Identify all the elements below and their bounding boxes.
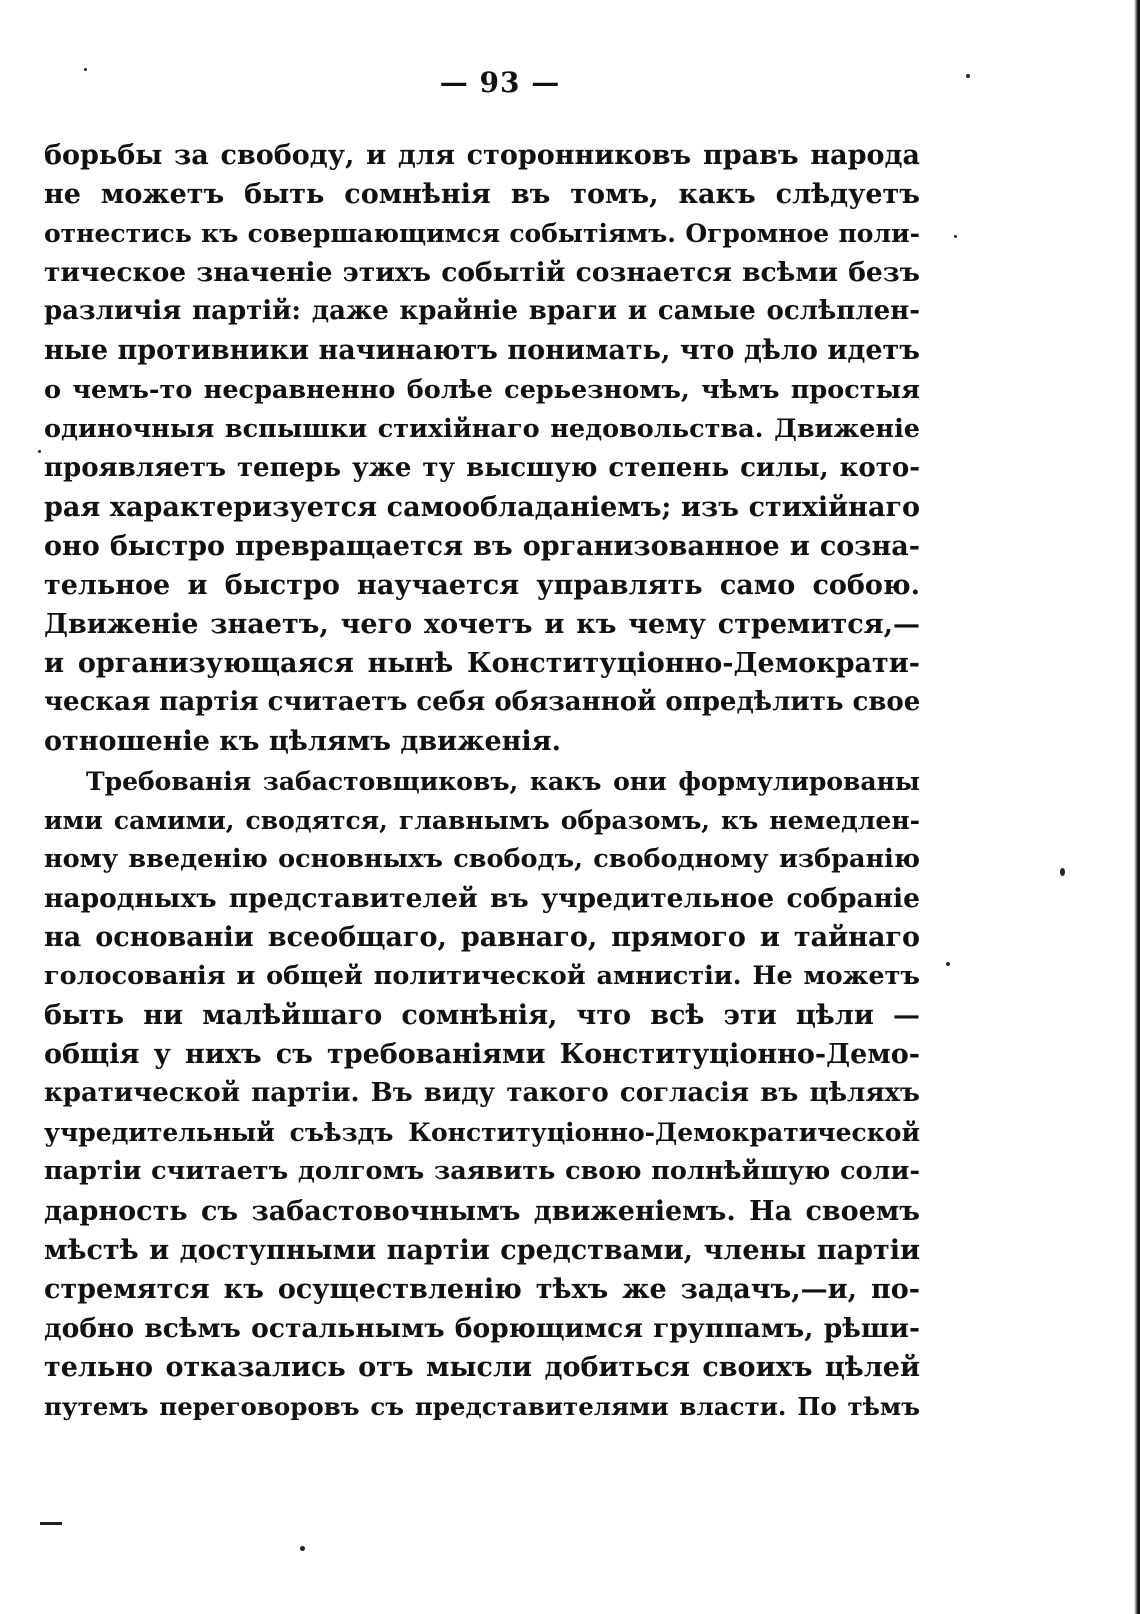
scan-speck: [1060, 868, 1065, 876]
text-line: кратической партіи. Въ виду такого согласія въ цѣляхъ: [44, 1078, 920, 1109]
scan-edge-shadow: [1134, 0, 1140, 1614]
scan-mark: [40, 1522, 62, 1525]
text-line: ному введенію основныхъ свободъ, свободному избранію: [44, 843, 920, 874]
text-line: борьбы за свободу, и для сторонниковъ правъ народа: [44, 140, 920, 171]
text-line: голосованія и общей политической амнистіи. Не можетъ: [44, 960, 920, 991]
scan-speck: [966, 74, 970, 78]
text-line: общія у нихъ съ требованіями Конституціонно-Демо-: [44, 1039, 920, 1071]
text-line: одиночныя вспышки стихійнаго недовольства. Движеніе: [44, 413, 920, 444]
text-line: тическое значеніе этихъ событій сознается всѣми безъ: [44, 257, 920, 289]
text-line: и организующаяся нынѣ Конституціонно-Демократи-: [44, 648, 920, 680]
text-line: мѣстѣ и доступными партіи средствами, члены партіи: [44, 1234, 920, 1266]
text-line: на основаніи всеобщаго, равнаго, прямого и тайнаго: [44, 921, 920, 953]
text-line: быть ни малѣйшаго сомнѣнія, что всѣ эти цѣли —: [44, 1000, 920, 1032]
text-line: тельно отказались отъ мысли добиться своихъ цѣлей: [44, 1351, 920, 1383]
scan-speck: [954, 235, 957, 238]
text-line: партіи считаетъ долгомъ заявить свою полнѣйшую соли-: [44, 1156, 920, 1187]
text-line: рая характеризуется самообладаніемъ; изъ стихійнаго: [44, 491, 920, 523]
text-line: различія партій: даже крайніе враги и самые ослѣплен-: [44, 296, 920, 327]
text-line: путемъ переговоровъ съ представителями власти. По тѣмъ: [44, 1392, 920, 1421]
body-text: [44, 136, 920, 1426]
page-number: — 93 —: [439, 66, 561, 99]
scan-speck: [946, 962, 950, 966]
text-line: добно всѣмъ остальнымъ борющимся группамъ, рѣши-: [44, 1312, 920, 1344]
text-line: не можетъ быть сомнѣнія въ томъ, какъ слѣдуетъ: [44, 179, 920, 211]
text-line: Движеніе знаетъ, чего хочетъ и къ чему стремится,—: [44, 609, 920, 641]
text-line: ные противники начинаютъ понимать, что дѣло идетъ: [44, 335, 920, 367]
text-line: учредительный съѣздъ Конституціонно-Демократической: [44, 1118, 920, 1148]
scan-speck: [300, 1546, 305, 1551]
scan-speck: [84, 68, 87, 71]
text-line: ими самими, сводятся, главнымъ образомъ, къ немедлен-: [44, 805, 920, 835]
text-line: дарность съ забастовочнымъ движеніемъ. На своемъ: [44, 1195, 920, 1227]
text-line: проявляетъ теперь уже ту высшую степень силы, кото-: [44, 452, 920, 483]
text-line: отношеніе къ цѣлямъ движенія.: [44, 726, 561, 758]
text-line: оно быстро превращается въ организованное и созна-: [44, 530, 920, 562]
text-line: народныхъ представителей въ учредительное собраніе: [44, 882, 920, 914]
scan-speck: [38, 450, 41, 453]
text-line: отнестись къ совершающимся событіямъ. Огромное поли-: [44, 219, 920, 249]
text-line: о чемъ-то несравненно болѣе серьезномъ, чѣмъ простыя: [44, 374, 920, 405]
text-line: ческая партія считаетъ себя обязанной опредѣлить свое: [44, 687, 920, 718]
paragraph: [44, 136, 920, 762]
paragraph: [44, 762, 920, 1427]
text-line: стремятся къ осуществленію тѣхъ же задачъ,—и, по-: [44, 1273, 920, 1305]
text-line: тельное и быстро научается управлять само собою.: [44, 570, 920, 602]
text-line: Требованія забастовщиковъ, какъ они формулированы: [86, 766, 920, 796]
